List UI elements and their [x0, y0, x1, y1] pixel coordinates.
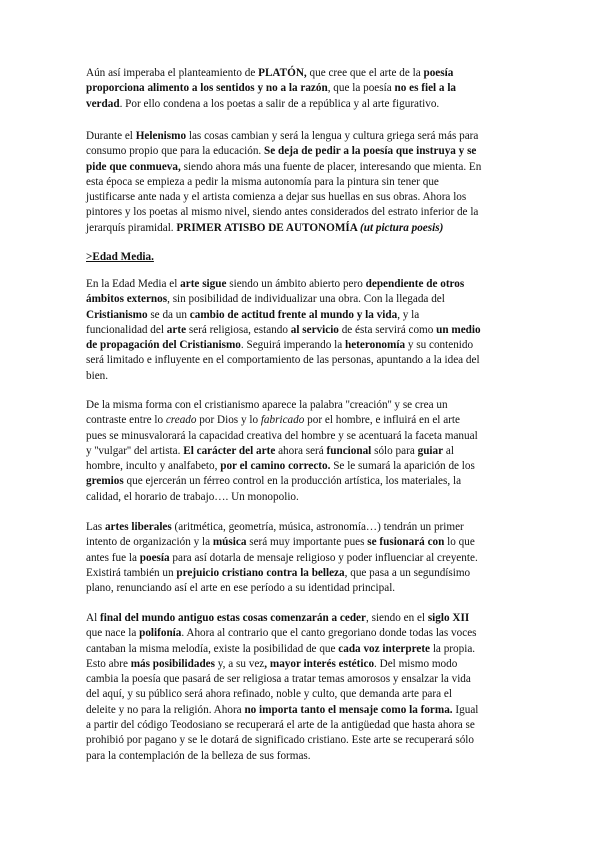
- paragraph-creacion: [86, 398, 516, 505]
- text-line: [86, 474, 516, 489]
- bold-text-run: funcional: [326, 444, 372, 457]
- text-run: (aritmética, geometría, música, astronomía…) tendrán un primer: [171, 521, 464, 533]
- text-run: . Seguirá imperando la: [240, 339, 345, 352]
- text-line: [86, 672, 516, 687]
- text-run: hombre, inculto y analfabeto,: [86, 460, 221, 473]
- text-line: [86, 292, 516, 307]
- text-line: [86, 190, 516, 205]
- bold-text-run: pide que conmueva,: [86, 160, 181, 173]
- text-run: jerarquís piramidal.: [86, 221, 177, 234]
- bold-text-run: PLATÓN,: [258, 67, 307, 79]
- bold-text-run: artes liberales: [104, 521, 172, 533]
- text-run: , que la poesía: [327, 82, 395, 95]
- bold-text-run: Helenismo: [135, 130, 187, 142]
- bold-text-run: cada voz interprete: [338, 642, 431, 655]
- text-line: [86, 323, 516, 338]
- text-run: pues se minusvalorará la capacidad creativa del hombre y se acentuará la faceta manual: [86, 429, 478, 442]
- bold-text-run: un medio: [436, 323, 481, 336]
- bold-text-run: verdad: [86, 97, 120, 110]
- bold-text-run: por el camino correcto.: [220, 460, 331, 473]
- text-run: justificarse ante nada y el artista comienza a dejar sus huellas en sus obras. Ahora los: [86, 191, 467, 204]
- text-run: consumo propio que para la educación.: [86, 145, 265, 158]
- text-run: al: [443, 444, 454, 457]
- text-run: Esto abre: [86, 657, 131, 670]
- text-run: se da un: [147, 308, 190, 321]
- text-line: [86, 369, 516, 384]
- text-line: [86, 398, 516, 413]
- bold-text-run: , mayor interés estético: [264, 657, 375, 670]
- text-line: [86, 687, 516, 702]
- paragraph-mundo-antiguo: [86, 611, 516, 764]
- paragraph-artes-liberales: [86, 520, 516, 596]
- bold-text-run: Se deja de pedir a la poesía que instruya y se: [264, 145, 477, 158]
- text-run: siendo ahora más una fuente de placer, interesando que mienta. En: [180, 160, 482, 173]
- text-run: a partir del código Teodosiano se recuperará el arte de la antigüedad que hasta ahora se: [86, 719, 475, 732]
- text-run: y ''vulgar'' del artista.: [86, 444, 184, 457]
- text-run: . Del mismo modo: [374, 657, 458, 670]
- text-line: [86, 97, 516, 112]
- text-run: por Dios y lo: [196, 414, 261, 427]
- text-run: deleite y no para la religión. Ahora: [86, 703, 245, 716]
- text-line: [86, 413, 516, 428]
- bold-text-run: más posibilidades: [130, 657, 215, 670]
- text-run: En la Edad Media el: [86, 278, 181, 290]
- text-line: [86, 642, 516, 657]
- text-line: [86, 250, 516, 265]
- text-line: [86, 444, 516, 459]
- bold-text-run: poesía: [423, 67, 454, 79]
- text-run: De la misma forma con el cristianismo aparece la palabra ''creación'' y se crea un: [86, 399, 448, 411]
- text-line: [86, 353, 516, 368]
- text-run: calidad, el horario de trabajo…. Un monopolio.: [86, 490, 299, 503]
- text-run: la propia.: [430, 642, 476, 655]
- text-line: [86, 338, 516, 353]
- text-line: [86, 129, 516, 144]
- bold-text-run: no es fiel a la: [394, 82, 457, 95]
- text-run: plano, renunciando así el arte en ese período a su identidad principal.: [86, 582, 396, 595]
- text-line: [86, 66, 516, 81]
- bold-text-run: final del mundo antiguo estas cosas comenzarán a ceder: [99, 612, 366, 624]
- bold-text-run: siglo XII: [427, 612, 470, 624]
- text-run: será religiosa, estando: [186, 323, 291, 336]
- text-line: [86, 718, 516, 733]
- text-line: [86, 733, 516, 748]
- bold-text-run: prejuicio cristiano contra la belleza: [176, 566, 345, 579]
- text-run: , que pasa a un segundísimo: [344, 566, 471, 579]
- text-run: para así dotarla de mensaje religioso y poder influenciar al creyente.: [169, 551, 478, 564]
- bold-text-run: se fusionará con: [367, 536, 445, 549]
- text-run: cantaban la misma melodía, existe la posibilidad de que: [86, 642, 339, 655]
- text-run: sólo para: [371, 444, 418, 457]
- bold-text-run: arte: [166, 323, 187, 336]
- bold-text-run: música: [212, 536, 247, 549]
- bold-text-run: arte sigue: [180, 278, 227, 290]
- bold-text-run: gremios: [86, 475, 124, 488]
- text-line: [86, 520, 516, 535]
- text-line: [86, 490, 516, 505]
- text-run: Las: [86, 521, 105, 533]
- bold-text-run: cambio de actitud frente al mundo y la vida: [189, 308, 398, 321]
- text-line: [86, 581, 516, 596]
- text-line: [86, 657, 516, 672]
- paragraph-helenismo: [86, 129, 516, 236]
- text-line: [86, 749, 516, 764]
- section-heading-edad-media: [86, 250, 516, 265]
- text-run: prohibió por pagano y se le dotará de significado cristiano. Este arte se recuperará sólo: [86, 734, 475, 747]
- bold-text-run: no importa tanto el mensaje como la forma.: [244, 703, 453, 716]
- text-run: . Ahora al contrario que el canto gregoriano donde todas las voces: [181, 627, 477, 640]
- text-run: esta época se empieza a pedir la misma autonomía para la pintura sin tener que: [86, 175, 439, 188]
- text-line: [86, 566, 516, 581]
- text-line: [86, 277, 516, 292]
- text-line: [86, 205, 516, 220]
- text-run: por el hombre, e influirá en el arte: [304, 414, 460, 427]
- text-run: será limitado e influyente en el comportamiento de las personas, apuntando a la idea del: [86, 354, 480, 367]
- text-run: siendo un ámbito abierto pero: [226, 278, 366, 290]
- paragraph-edad-media: [86, 277, 516, 384]
- bold-text-run: de propagación del Cristianismo: [86, 339, 241, 352]
- text-line: [86, 459, 516, 474]
- text-run: que nace la: [86, 627, 140, 640]
- bold-text-run: proporciona alimento a los sentidos y no a la razón: [86, 82, 328, 95]
- text-run: será muy importante pues: [246, 536, 368, 549]
- text-run: y su contenido: [405, 339, 474, 352]
- text-run: ahora será: [275, 444, 327, 457]
- text-run: de ésta servirá como: [338, 323, 437, 336]
- text-run: , sin posibilidad de individualizar una obra. Con la llegada del: [167, 293, 445, 306]
- text-run: antes fue la: [86, 551, 140, 564]
- text-run: las cosas cambian y será la lengua y cultura griega será más para: [186, 130, 479, 142]
- text-run: cambia la poesía que pasará de ser religiosa a tratar temas amorosos y ensalzar la vida: [86, 673, 471, 686]
- bold-text-run: PRIMER ATISBO DE AUTONOMÍA: [176, 221, 360, 234]
- text-run: bien.: [86, 369, 109, 382]
- bold-text-run: ámbitos externos: [86, 293, 168, 306]
- text-run: Al: [86, 612, 100, 624]
- bold-text-run: dependiente de otros: [365, 278, 465, 290]
- italic-text-run: creado: [165, 414, 197, 427]
- bold-text-run: >Edad Media.: [86, 251, 154, 263]
- text-run: intento de organización y la: [86, 536, 213, 549]
- text-run: Igual: [452, 703, 479, 716]
- text-run: . Por ello condena a los poetas a salir de a república y al arte figurativo.: [119, 97, 440, 110]
- text-line: [86, 144, 516, 159]
- text-run: contraste entre lo: [86, 414, 166, 427]
- text-line: [86, 175, 516, 190]
- text-run: Se le sumará la aparición de los: [330, 460, 475, 473]
- text-line: [86, 535, 516, 550]
- italic-text-run: fabricado: [260, 414, 305, 427]
- text-line: [86, 611, 516, 626]
- text-line: [86, 551, 516, 566]
- text-line: [86, 160, 516, 175]
- bold-text-run: Cristianismo: [86, 308, 148, 321]
- bold-text-run: heteronomía: [344, 339, 406, 352]
- bold-text-run: (ut pictura poesis): [360, 221, 444, 234]
- text-run: que cree que el arte de la: [306, 67, 424, 79]
- text-line: [86, 626, 516, 641]
- text-run: que ejercerán un férreo control en la producción artística, los materiales, la: [123, 475, 462, 488]
- text-run: lo que: [444, 536, 475, 549]
- text-line: [86, 308, 516, 323]
- bold-text-run: El carácter del arte: [183, 444, 276, 457]
- text-run: Aún así imperaba el planteamiento de: [86, 67, 259, 79]
- text-run: funcionalidad del: [86, 323, 167, 336]
- text-line: [86, 221, 516, 236]
- text-run: Durante el: [86, 130, 136, 142]
- paragraph-platon: [86, 66, 516, 112]
- text-run: para la contemplación de la belleza de sus formas.: [86, 749, 311, 762]
- text-run: , y la: [397, 308, 420, 321]
- bold-text-run: polifonía: [139, 627, 182, 640]
- bold-text-run: poesía: [139, 551, 170, 564]
- text-run: y, a su vez: [214, 657, 265, 670]
- bold-text-run: al servicio: [290, 323, 339, 336]
- bold-text-run: guiar: [417, 444, 444, 457]
- text-run: , siendo en el: [366, 612, 428, 624]
- text-line: [86, 429, 516, 444]
- text-line: [86, 703, 516, 718]
- text-run: Existirá también un: [86, 566, 177, 579]
- text-line: [86, 81, 516, 96]
- text-run: pintores y los poetas al mismo nivel, siendo antes considerados del estrato inferior de la: [86, 206, 479, 219]
- text-run: del aquí, y su público será ahora refinado, noble y culto, que demanda arte para el: [86, 688, 452, 701]
